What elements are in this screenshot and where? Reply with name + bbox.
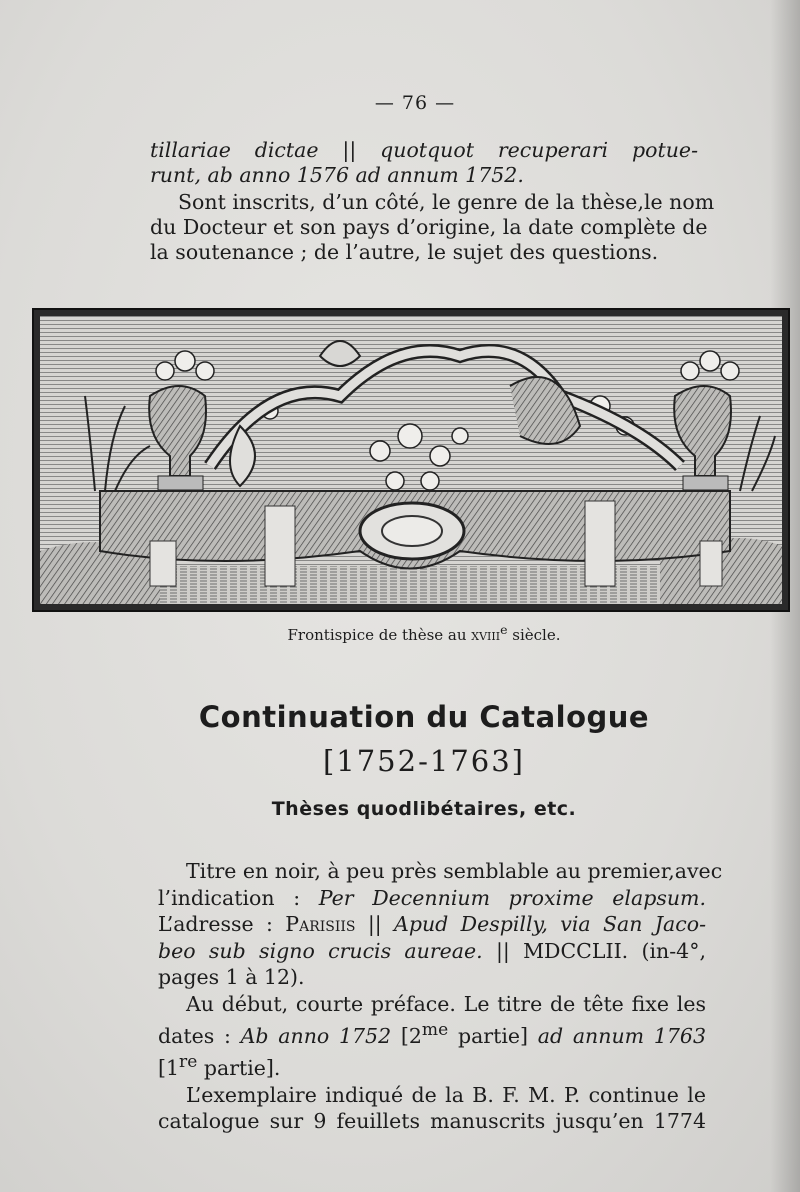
body-line-4 xyxy=(158,938,706,965)
description-line-2: du Docteur et son pays d’origine, la date complète de xyxy=(150,215,708,239)
body-line-3-text: L’adresse : xyxy=(158,912,286,936)
intro-paragraph xyxy=(150,138,698,188)
body-line-7-italic-a: Ab anno 1752 xyxy=(240,1023,392,1048)
body-line-8 xyxy=(158,1049,706,1081)
body-line-9: L’exemplaire indiqué de la B. F. M. P. continue le xyxy=(186,1082,706,1107)
body-line-2 xyxy=(158,885,706,912)
body-line-3 xyxy=(158,911,706,938)
body-line-1: Titre en noir, à peu près semblable au premier,avec xyxy=(186,859,723,883)
intro-line-2: runt, ab anno 1576 ad annum 1752. xyxy=(150,163,524,187)
body-line-7-sup: me xyxy=(421,1020,449,1040)
body-line-7 xyxy=(158,1017,706,1049)
caption-century-suffix: e xyxy=(500,622,508,637)
body-line-3-italic: Apud Despilly, via San Jaco- xyxy=(394,912,706,936)
figure-caption xyxy=(150,622,698,644)
body-line-4-italic: beo sub signo crucis aureae. xyxy=(158,938,483,963)
body-line-7-bracket: [2 xyxy=(391,1023,422,1048)
body-line-10: catalogue sur 9 feuillets manuscrits jusqu’en 1774 xyxy=(158,1109,706,1134)
caption-century: xviii xyxy=(471,626,501,644)
body-line-6: Au début, courte préface. Le titre de tête fixe les xyxy=(186,991,706,1016)
engraving-illustration xyxy=(40,316,782,604)
body-line-2-italic: Per Decennium proxime elapsum. xyxy=(318,885,706,910)
body-line-7-text: dates : xyxy=(158,1023,241,1048)
section-subtitle: Thèses quodlibétaires, etc. xyxy=(271,798,577,820)
description-paragraph xyxy=(150,190,715,265)
body-line-7-part: partie] xyxy=(448,1023,538,1048)
body-line-3-place: Parisiis xyxy=(285,912,356,936)
body-line-8-bracket: [1 xyxy=(158,1056,180,1081)
body-paragraph xyxy=(158,858,723,1135)
description-line-3: la soutenance ; de l’autre, le sujet des questions. xyxy=(150,240,659,264)
body-line-8-part: partie]. xyxy=(197,1056,281,1081)
section-years: [1752-1763] xyxy=(322,744,526,778)
description-line-1: Sont inscrits, d’un côté, le genre de la thèse,le nom xyxy=(178,190,715,214)
caption-text-pre: Frontispice de thèse au xyxy=(287,626,472,644)
body-line-8-sup: re xyxy=(179,1052,198,1073)
body-line-4-text: || MDCCLII. (in-4°, xyxy=(482,938,706,963)
page-number: — 76 — xyxy=(374,92,456,114)
intro-line-1: tillariae dictae || quotquot recuperari potue- xyxy=(150,138,698,162)
section-title: Continuation du Catalogue xyxy=(198,700,650,734)
frontispiece-engraving xyxy=(32,308,790,612)
body-line-3-sep: || xyxy=(355,912,395,936)
caption-text-post: siècle. xyxy=(507,626,561,644)
body-line-7-italic-b: ad annum 1763 xyxy=(537,1023,707,1048)
body-line-2-text: l’indication : xyxy=(158,885,319,910)
body-line-5: pages 1 à 12). xyxy=(158,965,305,989)
